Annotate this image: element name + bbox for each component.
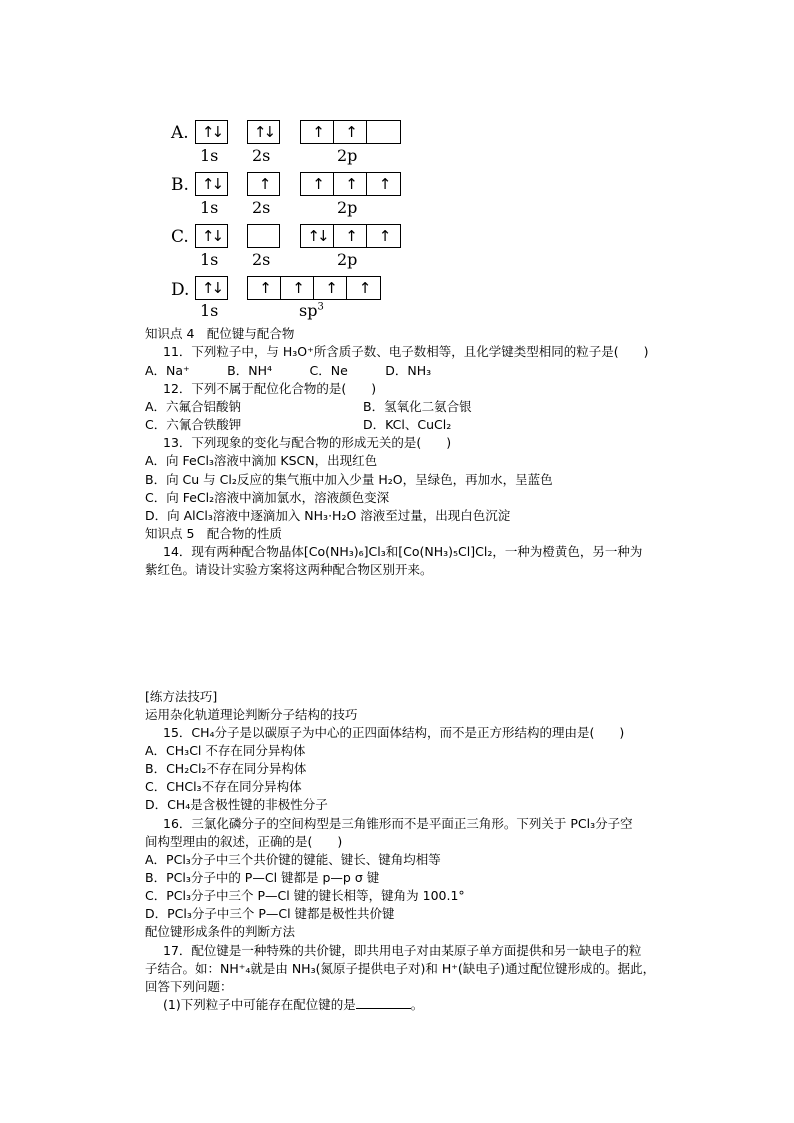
question-13: 13．下列现象的变化与配合物的形成无关的是( ) xyxy=(163,435,452,450)
question-13-option-d: D．向 AlCl₃溶液中逐滴加入 NH₃·H₂O 溶液至过量，出现白色沉淀 xyxy=(145,508,511,523)
answer-blank[interactable] xyxy=(356,996,411,1009)
question-12-option-d: D．KCl、CuCl₂ xyxy=(363,417,452,432)
orbital-2s-c xyxy=(247,224,280,248)
orbital-name: 2p xyxy=(337,250,358,269)
subheading-coordinate: 配位键形成条件的判断方法 xyxy=(145,924,296,939)
orbital-box: ↑ xyxy=(334,173,367,195)
section-heading-methods: [练方法技巧] xyxy=(145,689,218,704)
question-15-option-b: B．CH₂Cl₂不存在同分异构体 xyxy=(145,761,307,776)
question-14-line-1: 14．现有两种配合物晶体[Co(NH₃)₆]Cl₃和[Co(NH₃)₅Cl]Cl₂，一种为橙黄色，另一种为 xyxy=(163,544,643,559)
orbital-box: ↑ xyxy=(301,173,334,195)
orbital-box: ↑↓ xyxy=(201,279,222,297)
orbital-box: ↑↓ xyxy=(301,225,334,247)
orbital-2s-a xyxy=(247,120,280,144)
orbital-name: 2p xyxy=(337,146,358,165)
orbital-name-sp3 xyxy=(299,302,324,320)
orbital-box: ↑ xyxy=(334,225,367,247)
orbital-box: ↑ xyxy=(248,277,281,299)
orbital-1s-a xyxy=(195,120,228,144)
orbital-name-superscript: 3 xyxy=(317,301,324,313)
orbital-name-base: sp xyxy=(299,301,318,320)
option-c-label: C. xyxy=(171,227,189,247)
orbital-box: ↑ xyxy=(281,277,314,299)
question-16-line-2: 间构型理由的叙述，正确的是( ) xyxy=(145,834,343,849)
question-13-option-c: C．向 FeCl₂溶液中滴加氯水，溶液颜色变深 xyxy=(145,490,390,505)
orbital-2p-b xyxy=(300,172,401,196)
orbital-name: 1s xyxy=(200,301,219,320)
orbital-name: 1s xyxy=(200,198,219,217)
orbital-box: ↑ xyxy=(378,175,389,193)
question-17-part-1 xyxy=(163,996,423,1013)
section-heading-k5: 知识点 5 配合物的性质 xyxy=(145,526,282,541)
orbital-name: 2p xyxy=(337,198,358,217)
orbital-box: ↑↓ xyxy=(201,123,222,141)
question-13-option-a: A．向 FeCl₃溶液中滴加 KSCN，出现红色 xyxy=(145,453,378,468)
question-17-line-3: 回答下列问题： xyxy=(145,979,233,994)
option-b-label: B. xyxy=(171,175,189,195)
question-15: 15．CH₄分子是以碳原子为中心的正四面体结构，而不是正方形结构的理由是( ) xyxy=(163,725,625,740)
question-17-line-1: 17．配位键是一种特殊的共价键，即共用电子对由某原子单方面提供和另一缺电子的粒 xyxy=(163,943,642,958)
question-15-option-c: C．CHCl₃不存在同分异构体 xyxy=(145,779,302,794)
orbital-sp3-d xyxy=(247,276,381,300)
question-16-line-1: 16．三氯化磷分子的空间构型是三角锥形而不是平面正三角形。下列关于 PCl₃分子空 xyxy=(163,816,633,831)
orbital-box: ↑↓ xyxy=(253,123,274,141)
question-11-options: A．Na⁺ B．NH⁴ C．Ne D．NH₃ xyxy=(145,363,432,378)
question-15-option-d: D．CH₄是含极性键的非极性分子 xyxy=(145,797,328,812)
question-11: 11．下列粒子中，与 H₃O⁺所含质子数、电子数相等，且化学键类型相同的粒子是( ) xyxy=(163,344,649,359)
orbital-box: ↑ xyxy=(378,227,389,245)
question-16-option-d: D．PCl₃分子中三个 P—Cl 键都是极性共价键 xyxy=(145,906,395,921)
question-17-line-2: 子结合。如：NH⁺₄就是由 NH₃(氮原子提供电子对)和 H⁺(缺电子)通过配位键形成的。据此， xyxy=(145,961,656,976)
question-12-option-c: C．六氰合铁酸钾 xyxy=(145,417,242,432)
question-12-option-b: B．氢氧化二氨合银 xyxy=(363,399,472,414)
orbital-box: ↑ xyxy=(258,175,269,193)
orbital-1s-b xyxy=(195,172,228,196)
orbital-name: 1s xyxy=(200,146,219,165)
orbital-1s-c xyxy=(195,224,228,248)
question-16-option-a: A．PCl₃分子中三个共价键的键能、键长、键角均相等 xyxy=(145,852,441,867)
question-14-line-2: 紫红色。请设计实验方案将这两种配合物区别开来。 xyxy=(145,562,433,577)
orbital-name: 2s xyxy=(252,198,271,217)
orbital-box: ↑ xyxy=(301,121,334,143)
question-17-part-1-end: 。 xyxy=(410,997,424,1012)
question-17-part-1-text: (1)下列粒子中可能存在配位键的是 xyxy=(163,997,356,1012)
orbital-box: ↑ xyxy=(334,121,367,143)
question-16-option-c: C．PCl₃分子中三个 P—Cl 键的键长相等，键角为 100.1° xyxy=(145,888,465,903)
question-15-option-a: A．CH₃Cl 不存在同分异构体 xyxy=(145,743,306,758)
question-13-option-b: B．向 Cu 与 Cl₂反应的集气瓶中加入少量 H₂O，呈绿色，再加水，呈蓝色 xyxy=(145,472,553,487)
subheading-hybrid: 运用杂化轨道理论判断分子结构的技巧 xyxy=(145,707,358,722)
orbital-2s-b xyxy=(247,172,280,196)
orbital-box: ↑ xyxy=(314,277,347,299)
orbital-box: ↑↓ xyxy=(201,227,222,245)
option-a-label: A. xyxy=(171,123,189,143)
question-12: 12．下列不属于配位化合物的是( ) xyxy=(163,381,377,396)
question-16-option-b: B．PCl₃分子中的 P—Cl 键都是 p—p σ 键 xyxy=(145,870,380,885)
orbital-box: ↑ xyxy=(358,279,369,297)
orbital-name: 2s xyxy=(252,250,271,269)
orbital-box xyxy=(248,225,279,247)
orbital-1s-d xyxy=(195,276,228,300)
orbital-name: 1s xyxy=(200,250,219,269)
orbital-2p-a xyxy=(300,120,401,144)
section-heading-k4: 知识点 4 配位键与配合物 xyxy=(145,326,295,341)
orbital-2p-c xyxy=(300,224,401,248)
orbital-name: 2s xyxy=(252,146,271,165)
question-12-option-a: A．六氟合铝酸钠 xyxy=(145,399,242,414)
orbital-box: ↑↓ xyxy=(201,175,222,193)
option-d-label: D. xyxy=(171,280,190,300)
orbital-box xyxy=(367,121,400,143)
